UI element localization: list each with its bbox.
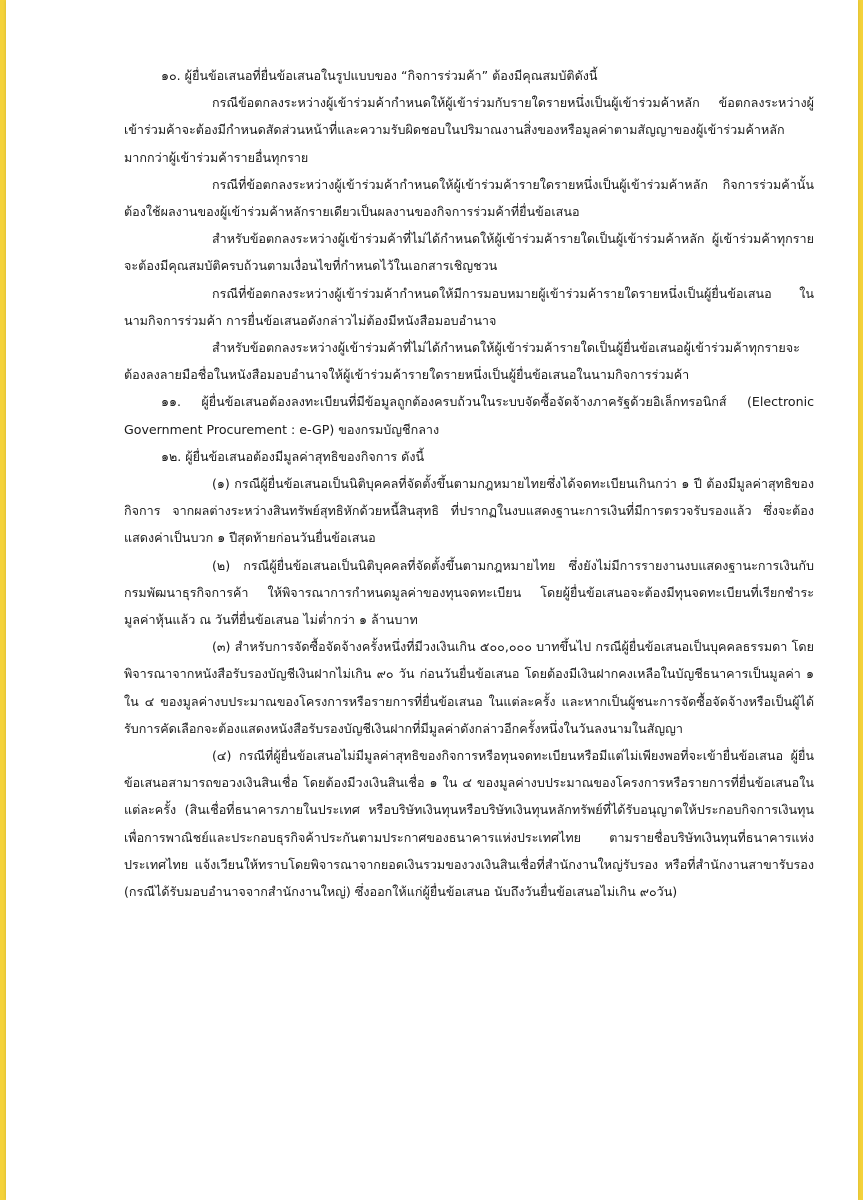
paragraph-jv-assigned-bidder: กรณีที่ข้อตกลงระหว่างผู้เข้าร่วมค้ากำหนดให้มีการมอบหมายผู้เข้าร่วมค้ารายใดรายหนึ่งเป็นผู้ยื่นข้อเสนอ ในนามกิจการร่วมค้า การยื่นข้อเสนอดังกล่าวไม่ต้องมีหนังสือมอบอำนาจ <box>124 285 814 328</box>
paragraph-11-egp: ๑๑. ผู้ยื่นข้อเสนอต้องลงทะเบียนที่มีข้อมูลถูกต้องครบถ้วนในระบบจัดซื้อจัดจ้างภาครัฐด้วยอิเล็กทรอนิกส์ (Electronic Government Procurement : e-GP) ของกรมบัญชีกลาง <box>124 394 814 437</box>
document-page <box>6 0 858 1200</box>
paragraph-12-3: (๓) สำหรับการจัดซื้อจัดจ้างครั้งหนึ่งที่มีวงเงินเกิน ๕๐๐,๐๐๐ บาทขึ้นไป กรณีผู้ยื่นข้อเสนอเป็นบุคคลธรรมดา โดยพิจารณาจากหนังสือรับรองบัญชีเงินฝากไม่เกิน ๙๐ วัน ก่อนวันยื่นข้อเสนอ โดยต้องมีเงินฝากคงเหลือในบัญชีธนาคารเป็นมูลค่า ๑ ใน ๔ ของมูลค่างบประมาณของโครงการหรือรายการที่ยื่นข้อเสนอ ในแต่ละครั้ง และหากเป็นผู้ชนะการจัดซื้อจัดจ้างหรือเป็นผู้ได้รับการคัดเลือกจะต้องแสดงหนังสือรับรองบัญชีเงินฝากที่มีมูลค่าดังกล่าวอีกครั้งหนึ่งในวันลงนามในสัญญา <box>124 639 814 736</box>
paragraph-jv-lead-partner-work: กรณีที่ข้อตกลงระหว่างผู้เข้าร่วมค้ากำหนดให้ผู้เข้าร่วมค้ารายใดรายหนึ่งเป็นผู้เข้าร่วมค้าหลัก กิจการร่วมค้านั้นต้องใช้ผลงานของผู้เข้าร่วมค้าหลักรายเดียวเป็นผลงานของกิจการร่วมค้าที่ยื่นข้อเสนอ <box>124 176 814 220</box>
paragraph-jv-lead-partner-ratio: กรณีข้อตกลงระหว่างผู้เข้าร่วมค้ากำหนดให้ผู้เข้าร่วมกับรายใดรายหนึ่งเป็นผู้เข้าร่วมค้าหลัก ข้อตกลงระหว่างผู้เข้าร่วมค้าจะต้องมีกำหนดสัดส่วนหน้าที่และความรับผิดชอบในปริมาณงานสิ่งของหรือมูลค่าตามสัญญาของผู้เข้าร่วมค้าหลักมากกว่าผู้เข้าร่วมค้ารายอื่นทุกราย <box>124 95 814 165</box>
paragraph-12-4: (๔) กรณีที่ผู้ยื่นข้อเสนอไม่มีมูลค่าสุทธิของกิจการหรือทุนจดทะเบียนหรือมีแต่ไม่เพียงพอที่จะเข้ายื่นข้อเสนอ ผู้ยื่นข้อเสนอสามารถขอวงเงินสินเชื่อ โดยต้องมีวงเงินสินเชื่อ ๑ ใน ๔ ของมูลค่างบประมาณของโครงการหรือรายการที่ยื่นข้อเสนอในแต่ละครั้ง (สินเชื่อที่ธนาคารภายในประเทศ หรือบริษัทเงินทุนหรือบริษัทเงินทุนหลักทรัพย์ที่ได้รับอนุญาตให้ประกอบกิจการเงินทุนเพื่อการพาณิชย์และประกอบธุรกิจค้าประกันตามประกาศของธนาคารแห่งประเทศไทย ตามรายชื่อบริษัทเงินทุนที่ธนาคารแห่งประเทศไทย แจ้งเวียนให้ทราบโดยพิจารณาจากยอดเงินรวมของวงเงินสินเชื่อที่สำนักงานใหญ่รับรอง หรือที่สำนักงานสาขารับรอง (กรณีได้รับมอบอำนาจจากสำนักงานใหญ่) ซึ่งออกให้แก่ผู้ยื่นข้อเสนอ นับถึงวันยื่นข้อเสนอไม่เกิน ๙๐วัน) <box>124 748 814 900</box>
paragraph-jv-no-lead-partner: สำหรับข้อตกลงระหว่างผู้เข้าร่วมค้าที่ไม่ได้กำหนดให้ผู้เข้าร่วมค้ารายใดเป็นผู้เข้าร่วมค้าหลัก ผู้เข้าร่วมค้าทุกรายจะต้องมีคุณสมบัติครบถ้วนตามเงื่อนไขที่กำหนดไว้ในเอกสารเชิญชวน <box>124 231 814 274</box>
paragraph-12-1: (๑) กรณีผู้ยื่นข้อเสนอเป็นนิติบุคคลที่จัดตั้งขึ้นตามกฎหมายไทยซึ่งได้จดทะเบียนเกินกว่า ๑ ปี ต้องมีมูลค่าสุทธิของกิจการ จากผลต่างระหว่างสินทรัพย์สุทธิหักด้วยหนี้สินสุทธิ ที่ปรากฏในงบแสดงฐานะการเงินที่มีการตรวจรับรองแล้ว ซึ่งจะต้องแสดงค่าเป็นบวก ๑ ปีสุดท้ายก่อนวันยื่นข้อเสนอ <box>124 476 814 546</box>
paragraph-12-heading: ๑๒. ผู้ยื่นข้อเสนอต้องมีมูลค่าสุทธิของกิจการ ดังนี้ <box>161 448 425 464</box>
paragraph-jv-power-of-attorney: สำหรับข้อตกลงระหว่างผู้เข้าร่วมค้าที่ไม่ได้กำหนดให้ผู้เข้าร่วมค้ารายใดเป็นผู้ยื่นข้อเสนอผู้เข้าร่วมค้าทุกรายจะต้องลงลายมือชื่อในหนังสือมอบอำนาจให้ผู้เข้าร่วมค้ารายใดรายหนึ่งเป็นผู้ยื่นข้อเสนอในนามกิจการร่วมค้า <box>124 340 800 383</box>
paragraph-10-heading: ๑๐. ผู้ยื่นข้อเสนอที่ยื่นข้อเสนอในรูปแบบของ “กิจการร่วมค้า” ต้องมีคุณสมบัติดังนี้ <box>161 68 598 83</box>
document-body <box>124 62 814 905</box>
paragraph-12-2: (๒) กรณีผู้ยื่นข้อเสนอเป็นนิติบุคคลที่จัดตั้งขึ้นตามกฎหมายไทย ซึ่งยังไม่มีการรายงานงบแสดงฐานะการเงินกับกรมพัฒนาธุรกิจการค้า ให้พิจารณาการกำหนดมูลค่าของทุนจดทะเบียน โดยผู้ยื่นข้อเสนอจะต้องมีทุนจดทะเบียนที่เรียกชำระมูลค่าหุ้นแล้ว ณ วันที่ยื่นข้อเสนอ ไม่ต่ำกว่า ๑ ล้านบาท <box>124 557 814 628</box>
